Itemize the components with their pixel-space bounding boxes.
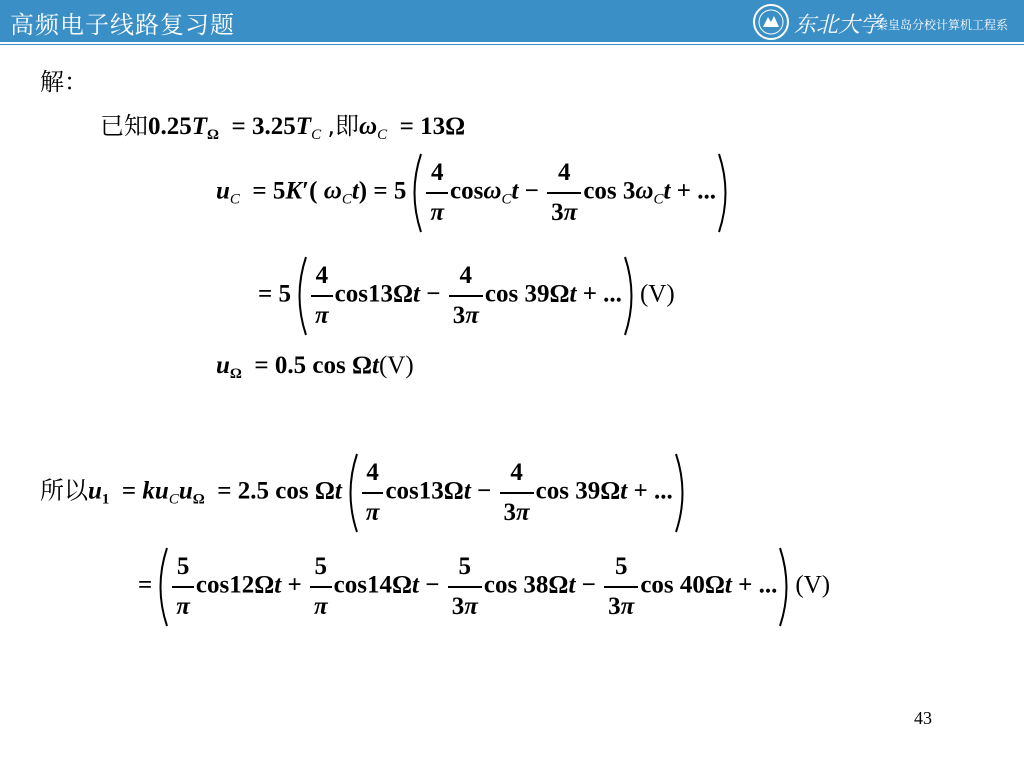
unit-volt: (V) <box>378 352 414 379</box>
fraction: $\frac{5}{\pi}$ <box>172 552 194 622</box>
fraction: $\frac{5}{3\pi}$ <box>604 552 638 622</box>
equation-uc-expanded: = 5 $\frac{4}{\pi}$ cos13Ωt − $\frac{4}{3\pi}$ cos 39Ωt + ... (V) <box>258 255 675 337</box>
ie-label: ,即 <box>327 112 359 140</box>
equation-given: 已知$0.25T_\Omega = 3.25T_C$ ,即$\omega_C = 13\Omega$ <box>100 112 466 143</box>
fraction: $\frac{4}{\pi}$ <box>426 158 448 228</box>
right-paren <box>622 255 640 337</box>
fraction: $\frac{4}{3\pi}$ <box>500 458 534 528</box>
equation-u1: 所以$u_1 = ku_Cu_\Omega = 2.5$ cos Ωt $\frac{4}{\pi}$ cos13Ωt − $\frac{4}{3\pi}$ cos 39Ωt + ... <box>40 452 691 534</box>
fraction: $\frac{5}{\pi}$ <box>310 552 332 622</box>
given-label: 已知 <box>100 112 148 140</box>
campus-name: 秦皇岛分校计算机工程系 <box>876 18 1009 32</box>
left-paren <box>406 152 424 234</box>
fraction: $\frac{4}{3\pi}$ <box>449 261 483 331</box>
left-paren <box>152 546 170 628</box>
university-name: 东北大学 <box>794 13 883 38</box>
fraction: $\frac{4}{\pi}$ <box>311 261 333 331</box>
equation-u1-expanded: = $\frac{5}{\pi}$ cos12Ωt + $\frac{5}{\pi}$ cos14Ωt − $\frac{5}{3\pi}$ cos 38Ωt − $\frac{5}{3\pi}$ cos 40Ωt + ... (V) <box>138 546 830 628</box>
fraction: $\frac{5}{3\pi}$ <box>448 552 482 622</box>
page-number: 43 <box>914 708 932 728</box>
right-paren <box>673 452 691 534</box>
header-divider <box>0 42 1024 44</box>
left-paren <box>342 452 360 534</box>
unit-volt: (V) <box>639 280 675 308</box>
header-bar <box>0 0 1024 45</box>
fraction: $\frac{4}{\pi}$ <box>362 458 384 528</box>
right-paren <box>716 152 734 234</box>
therefore-label: 所以 <box>40 476 88 505</box>
right-paren <box>777 546 795 628</box>
slide-title: 高频电子线路复习题 <box>10 11 235 39</box>
solution-label: 解： <box>40 68 88 96</box>
unit-volt: (V) <box>795 571 831 599</box>
university-logo-icon <box>752 3 790 41</box>
equation-uc: $u_C = 5K'$( $\omega_Ct) = 5$ $\frac{4}{\pi}$ cosω$_C$t − $\frac{4}{3\pi}$ $\cos 3\omega_Ct$ + ... <box>216 152 734 234</box>
left-paren <box>291 255 309 337</box>
equation-u-omega: $u_\Omega = 0.5$ cos Ωt(V) <box>216 352 414 382</box>
fraction: $\frac{4}{3\pi}$ <box>547 158 581 228</box>
